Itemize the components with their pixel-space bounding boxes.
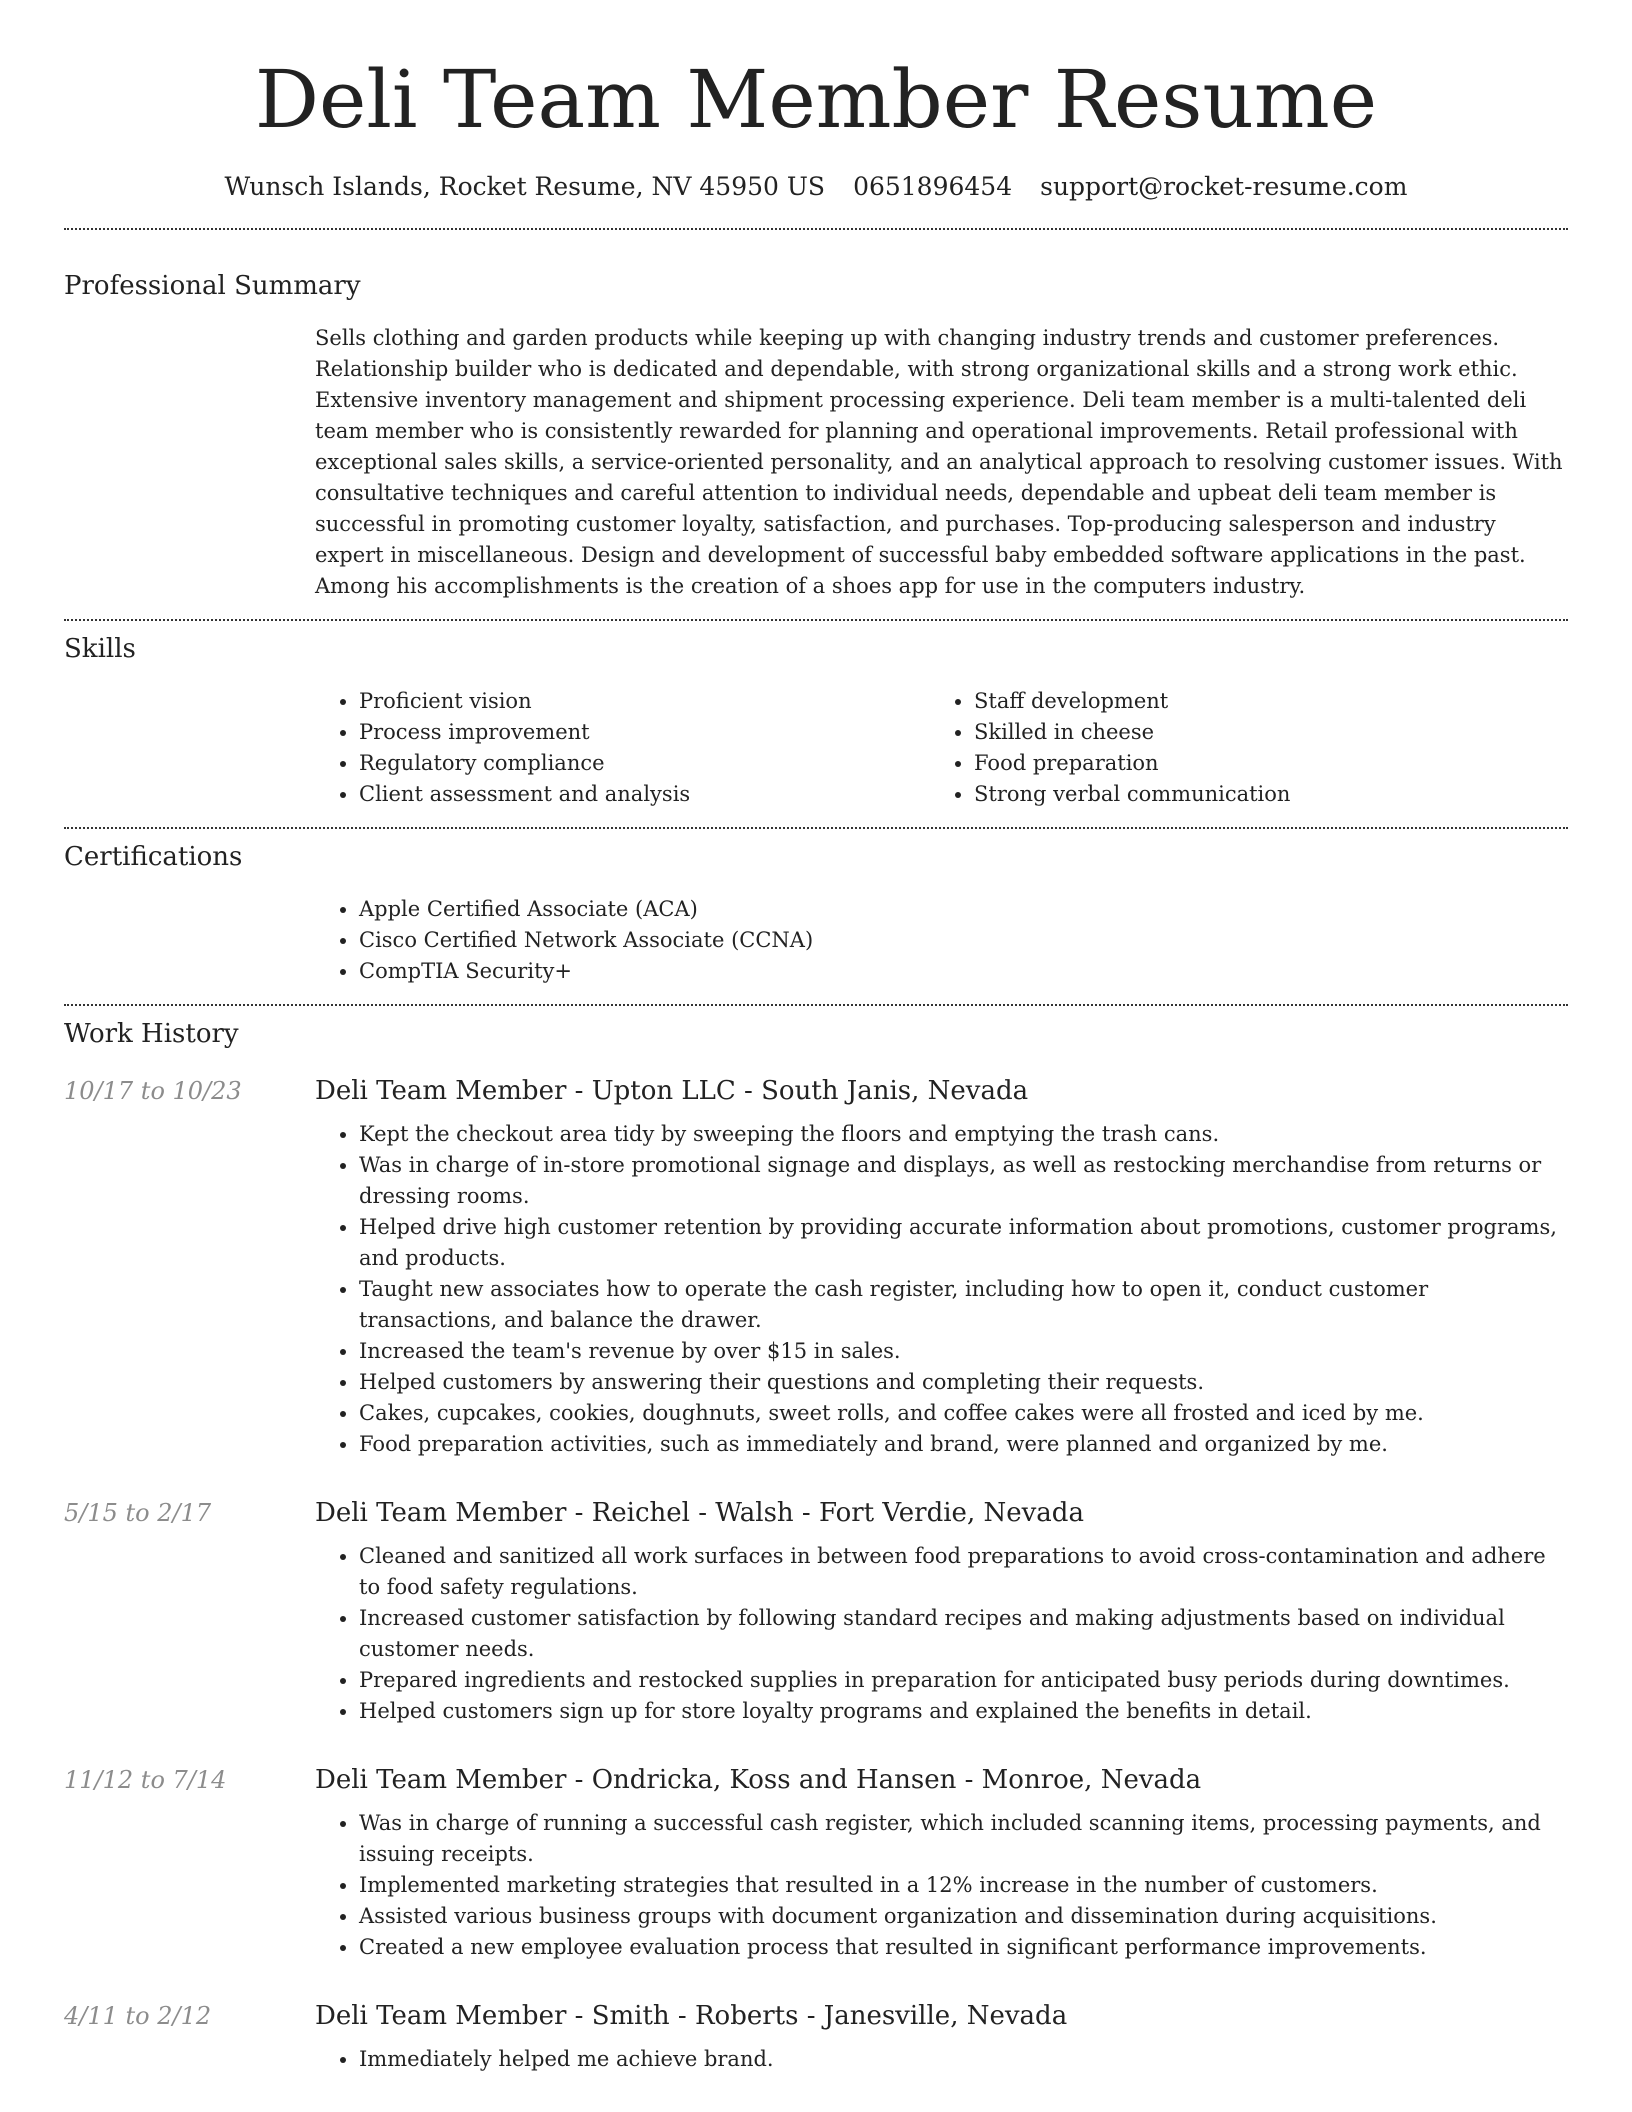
contact-phone: 0651896454 (853, 172, 1013, 201)
job-heading: Deli Team Member - Ondricka, Koss and Hansen - Monroe, Nevada (315, 1765, 1202, 1795)
job-heading: Deli Team Member - Upton LLC - South Janis, Nevada (315, 1076, 1029, 1106)
job-heading: Deli Team Member - Reichel - Walsh - Fort Verdie, Nevada (315, 1498, 1084, 1528)
skills-heading: Skills (64, 634, 136, 664)
skill-item: • Regulatory compliance (359, 748, 930, 779)
skills-body (315, 686, 1568, 810)
resume-header (64, 0, 1568, 204)
job-bullet: • Cleaned and sanitized all work surfaces in between food preparations to avoid cross-contamination and adhere to food safety regulations. (359, 1541, 1568, 1603)
job-bullet: • Taught new associates how to operate the cash register, including how to open it, conduct customer transactions, and balance the drawer. (359, 1274, 1568, 1336)
job-entry (64, 1763, 1568, 1963)
resume-page (64, 0, 1568, 2075)
skills-section (64, 621, 1568, 810)
job-bullet: • Immediately helped me achieve brand. (359, 2044, 1568, 2075)
job-bullet: • Helped customers sign up for store loyalty programs and explained the benefits in detail. (359, 1696, 1568, 1727)
job-dates: 4/11 to 2/12 (64, 2002, 212, 2030)
job-bullet: • Increased the team's revenue by over $15 in sales. (359, 1336, 1568, 1367)
work-history-section (64, 1006, 1568, 2075)
resume-title: Deli Team Member Resume (254, 53, 1378, 146)
job-dates: 11/12 to 7/14 (64, 1766, 227, 1794)
job-entry (64, 1496, 1568, 1727)
summary-body (315, 323, 1568, 602)
job-bullets (315, 1119, 1568, 1460)
skill-item: • Process improvement (359, 717, 930, 748)
job-bullet: • Kept the checkout area tidy by sweeping the floors and emptying the trash cans. (359, 1119, 1568, 1150)
certifications-section (64, 829, 1568, 987)
skill-item: • Strong verbal communication (974, 779, 1545, 810)
job-bullets (315, 2044, 1568, 2075)
job-dates: 5/15 to 2/17 (64, 1499, 212, 1527)
summary-text: Sells clothing and garden products while keeping up with changing industry trends and customer preferences. Relationship builder who is dedicated and dependable, with strong organizational skills and a strong work ethic. Extensive inventory management and shipment processing experience. Deli team member is a multi-talented deli team member who is consistently rewarded for planning and operational improvements. Retail professional with exceptional sales skills, a service-oriented personality, and an analytical approach to resolving customer issues. With consultative techniques and careful attention to individual needs, dependable and upbeat deli team member is successful in promoting customer loyalty, satisfaction, and purchases. Top-producing salesperson and industry expert in miscellaneous. Design and development of successful baby embedded software applications in the past. Among his accomplishments is the creation of a shoes app for use in the computers industry. (315, 326, 1563, 598)
job-bullet: • Created a new employee evaluation process that resulted in significant performance improvements. (359, 1932, 1568, 1963)
summary-heading: Professional Summary (64, 271, 361, 301)
contact-email[interactable]: support@rocket-resume.com (1040, 172, 1408, 201)
certification-item: • CompTIA Security+ (359, 956, 1568, 987)
certifications-body (315, 894, 1568, 987)
job-bullet: • Increased customer satisfaction by following standard recipes and making adjustments based on individual customer needs. (359, 1603, 1568, 1665)
job-entry (64, 1999, 1568, 2075)
skill-item: • Client assessment and analysis (359, 779, 930, 810)
job-bullet: • Helped drive high customer retention by providing accurate information about promotions, customer programs, and products. (359, 1212, 1568, 1274)
job-bullet: • Was in charge of in-store promotional signage and displays, as well as restocking merchandise from returns or dressing rooms. (359, 1150, 1568, 1212)
job-bullet: • Cakes, cupcakes, cookies, doughnuts, sweet rolls, and coffee cakes were all frosted and iced by me. (359, 1398, 1568, 1429)
certifications-heading: Certifications (64, 842, 243, 872)
job-bullets (315, 1541, 1568, 1727)
certification-item: • Cisco Certified Network Associate (CCNA) (359, 925, 1568, 956)
job-entry (64, 1074, 1568, 1460)
job-bullet: • Implemented marketing strategies that resulted in a 12% increase in the number of customers. (359, 1870, 1568, 1901)
job-bullets (315, 1808, 1568, 1963)
skill-item: • Proficient vision (359, 686, 930, 717)
work-history-heading: Work History (64, 1019, 239, 1049)
job-bullet: • Was in charge of running a successful cash register, which included scanning items, processing payments, and issuing receipts. (359, 1808, 1568, 1870)
skills-column-left (315, 686, 930, 810)
contact-address: Wunsch Islands, Rocket Resume, NV 45950 US (224, 172, 826, 201)
certification-item: • Apple Certified Associate (ACA) (359, 894, 1568, 925)
job-bullet: • Assisted various business groups with document organization and dissemination during acquisitions. (359, 1901, 1568, 1932)
job-heading: Deli Team Member - Smith - Roberts - Janesville, Nevada (315, 2001, 1068, 2031)
skills-columns (315, 686, 1568, 810)
job-dates: 10/17 to 10/23 (64, 1077, 242, 1105)
skills-column-right (930, 686, 1545, 810)
job-bullet: • Helped customers by answering their questions and completing their requests. (359, 1367, 1568, 1398)
summary-section (64, 230, 1568, 602)
skill-item: • Food preparation (974, 748, 1545, 779)
skill-item: • Staff development (974, 686, 1545, 717)
contact-line (64, 170, 1568, 204)
job-bullet: • Food preparation activities, such as immediately and brand, were planned and organized by me. (359, 1429, 1568, 1460)
skill-item: • Skilled in cheese (974, 717, 1545, 748)
job-bullet: • Prepared ingredients and restocked supplies in preparation for anticipated busy periods during downtimes. (359, 1665, 1568, 1696)
